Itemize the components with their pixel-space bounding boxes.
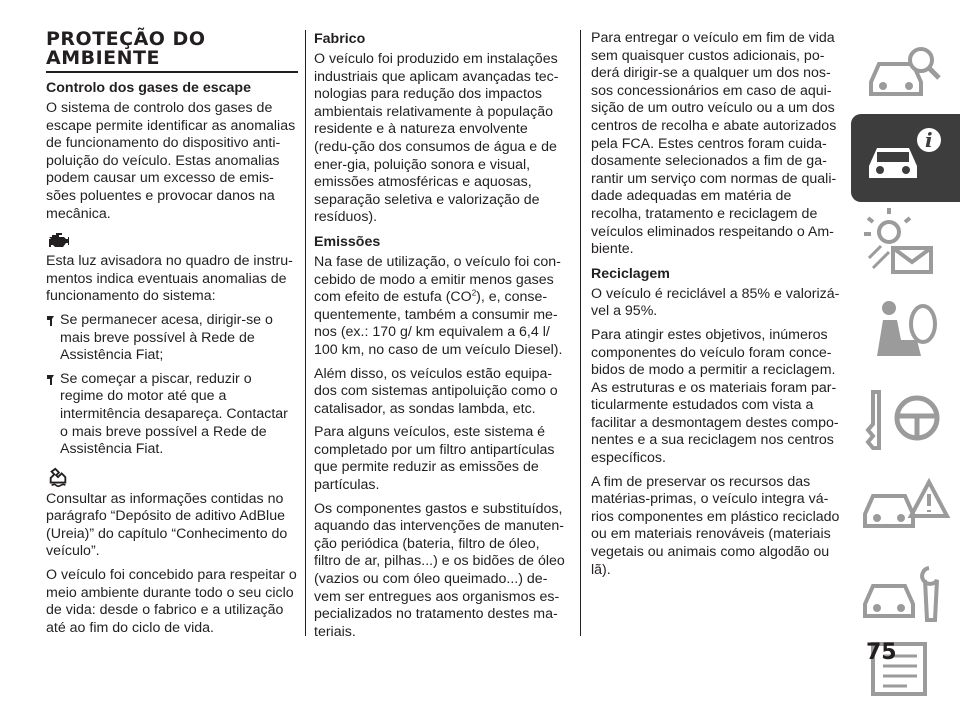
tab-car-wrench[interactable] xyxy=(851,554,960,642)
bullet-text: Se começar a piscar, reduzir o regime do motor até que a intermitência desapareça. Contactar o mais breve possível a Rede de Assistência Fiat. xyxy=(60,370,288,458)
warning-lights-icon xyxy=(859,206,951,286)
paragraph: Para alguns veículos, este sistema é completado por um filtro antipartículas que permite reduzir as emissões de partículas. xyxy=(314,424,555,494)
column-divider xyxy=(305,30,306,636)
paragraph: O veículo foi concebido para respeitar o meio ambiente durante todo o seu ciclo de vida: desde o fabrico e a utilização até ao fim do ciclo de vida. xyxy=(46,567,297,636)
column-3 xyxy=(591,30,843,585)
steering-key-icon xyxy=(859,382,951,462)
tab-warning-lights[interactable] xyxy=(851,202,960,290)
tab-car-search[interactable] xyxy=(851,30,960,118)
column-2 xyxy=(314,30,566,647)
paragraph: O veículo foi produzido em instalações industriais que aplicam avançadas tec-nologias para redução dos impactos ambientais relativamente à população residente e à natureza envolvente (redu-ção dos consumos de água e de ener-gia, poluição sonora e visual, emissões atmosféricas e aquosas, separação seletiva e valorização de resíduos). xyxy=(314,51,559,226)
heading-exhaust-control: Controlo dos gases de escape xyxy=(46,80,251,96)
bullet-text: Se permanecer acesa, dirigir-se o mais breve possível à Rede de Assistência Fiat; xyxy=(60,311,273,364)
bullet-marker-icon xyxy=(46,315,56,327)
paragraph: Para atingir estes objetivos, inúmeros componentes do veículo foram conce-bidos de modo a permitir a reciclagem. As estruturas e os materiais foram par-ticularmente estudados com vista a facilitar a desmontagem destes compo-nentes e a sua reciclagem nos centros específicos. xyxy=(591,326,839,467)
list-item xyxy=(46,371,298,465)
paragraph: Os componentes gastos e substituídos, aquando das intervenções de manuten-ção periódica (bateria, filtro de óleo, filtro de ar, pilhas...) e os bidões de óleo (vazios ou com óleo queimado...) de-vem ser entregues aos organismos es-pecializados no tratamento destes ma-teriais. xyxy=(314,500,565,640)
car-info-icon xyxy=(859,118,951,198)
tab-car-warning[interactable] xyxy=(851,466,960,554)
car-wrench-icon xyxy=(859,558,951,638)
paragraph: Para entregar o veículo em fim de vida sem quaisquer custos adicionais, po-derá dirigir-se a qualquer um dos nos-sos concessionários em caso de aqui-sição de um outro veículo ou a um dos centros de recolha e abate autorizados pela FCA. Estes centros foram cuida-dosamente selecionados a fim de ga-rantir um serviço com normas de quali-dade adequadas em matéria de recolha, tratamento e reciclagem de veículos eliminados respeitando o Am-biente. xyxy=(591,30,837,258)
car-search-icon xyxy=(859,34,951,114)
paragraph: Na fase de utilização, o veículo foi con-cebido de modo a emitir menos gases com efeito de estufa $(CO^2)$, e, conse-quentemente, também a consumir me-nos (ex.: 170 g/ km equivalem a 6,4 l/ 100 km, no caso de um veículo Diesel). xyxy=(314,253,563,358)
paragraph: O veículo é reciclável a 85% e valorizá-vel a 95%. xyxy=(591,285,840,320)
adblue-level-icon xyxy=(46,467,70,489)
list-item xyxy=(46,312,298,371)
tab-car-info[interactable] xyxy=(851,114,960,202)
tab-steering-key[interactable] xyxy=(851,378,960,466)
page-number: 75 xyxy=(866,640,897,665)
column-divider xyxy=(580,30,581,636)
car-warning-triangle-icon xyxy=(859,470,951,550)
engine-warning-icon xyxy=(46,229,70,251)
paragraph: A fim de preservar os recursos das matérias-primas, o veículo integra vá-rios componentes em plástico reciclado ou em materiais renováveis (materiais vegetais ou animais como algodão ou lã). xyxy=(591,473,840,578)
bullet-marker-icon xyxy=(46,374,56,386)
tab-airbag-seat[interactable] xyxy=(851,290,960,378)
heading-reciclagem: Reciclagem xyxy=(591,265,670,282)
paragraph: Esta luz avisadora no quadro de instru-mentos indica eventuais anomalias de funcionamento do sistema: xyxy=(46,253,293,305)
svg-text:i: i xyxy=(925,128,933,152)
paragraph: O sistema de controlo dos gases de escape permite identificar as anomalias de funcionamento do dispositivo anti-poluição do veículo. Estas anomalias podem causar um excesso de emis-sões poluentes e provocar danos na mecânica. xyxy=(46,100,296,222)
title-underline xyxy=(46,71,298,73)
heading-fabrico: Fabrico xyxy=(314,31,366,47)
column-1 xyxy=(46,30,298,643)
section-title: PROTEÇÃO DO AMBIENTE xyxy=(46,28,206,69)
paragraph: Além disso, os veículos estão equipa-dos com sistemas antipoluição como o catalisador, as sondas lambda, etc. xyxy=(314,365,558,417)
paragraph: Consultar as informações contidas no parágrafo “Depósito de aditivo AdBlue (Ureia)” do capítulo “Conhecimento do veículo”. xyxy=(46,490,288,560)
heading-emissoes: Emissões xyxy=(314,233,381,250)
airbag-seat-icon xyxy=(859,294,951,374)
